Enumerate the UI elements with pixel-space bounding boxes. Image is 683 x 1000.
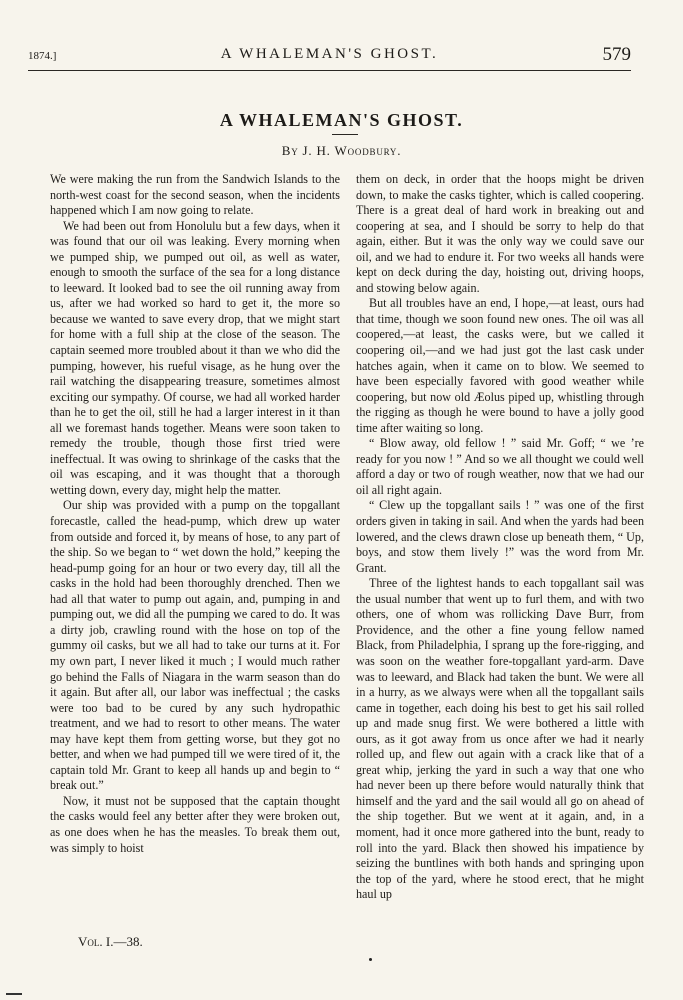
ink-dot	[369, 958, 372, 961]
header-year: 1874.]	[28, 50, 57, 62]
running-head	[28, 44, 631, 68]
paragraph: “ Clew up the topgallant sails ! ” was one of the first orders given in taking in sail. And when the yards had been lowered, and the clews drawn close up beneath them, “ Up, boys, and stow them lively !” was the word from Mr. Grant.	[356, 498, 644, 575]
paragraph: Now, it must not be supposed that the captain thought the casks would feel any better after they were broken out, as one does when he has the measles. To break them out, was simply to hoist	[50, 793, 340, 855]
margin-mark	[6, 993, 22, 995]
paragraph: But all troubles have an end, I hope,—at least, ours had that time, though we soon found new ones. The oil was all coopered,—at least, the casks were, but we called it coopering oil,—and we had just got the last cask under hatches again, when it came on to blow. We seemed to have been especially favored with good weather while coopering, but now old Æolus piped up, whistling through the rigging as though he were bound to have a jolly good time after waiting so long.	[356, 296, 644, 435]
title-rule	[332, 134, 358, 135]
article-title: A WHALEMAN'S GHOST.	[219, 110, 464, 130]
left-column	[50, 172, 340, 856]
paragraph: We were making the run from the Sandwich Islands to the north-west coast for the second season, when the incidents happened which I am now going to relate.	[50, 172, 340, 218]
paragraph: them on deck, in order that the hoops might be driven down, to make the casks tighter, which is called coopering. There is a great deal of hard work in breaking out and coopering at sea, and I should be sorry to help do that again, either. But it was the only way we could save our oil, and we had to endure it. For two weeks all hands were kept on deck during the day, hoisting out, driving hoops, and stowing below again.	[356, 172, 644, 295]
running-title: A WHALEMAN'S GHOST.	[220, 46, 439, 62]
paragraph: Three of the lightest hands to each topgallant sail was the usual number that went up to furl them, and with two others, one of whom was rollicking Dave Burr, from Providence, and the other a fine young fellow named Black, from Philadelphia, I sprang up the fore-rigging, and was soon on the weather fore-topgallant yard-arm. Dave was to leeward, and Black had taken the bunt. We were all in a hurry, as we always were when all the topgallant sails came in together, each doing his best to get his sail rolled up and made snug first. We were bothered a little with ours, as it got away from us once after we had it nearly rolled up, and flew out again with a crack like that of a great whip, jerking the yard in such a way that one who had never been up there before would naturally think that himself and the yard and the sail would all go on ahead of the ship together. But we went at it again, and, in a moment, had it once more gathered into the bunt, ready to roll into the yard. Black then showed his impatience by seizing the buntlines with both hands and springing upon the top of the yard, where he stood erect, that he might haul up	[356, 576, 644, 902]
paragraph: We had been out from Honolulu but a few days, when it was found that our oil was leaking. Every morning when we pumped ship, we pumped out oil, as well as water, enough to smooth the surface of the sea for a long distance to leeward. It looked bad to see the oil running away from us, after we had worked so hard to get it, the more so because we wanted to save every drop, that we might start for home with a full ship at the close of the season. The captain seemed more troubled about it than we who did the pumping, however, his rueful visage, as he hung over the rail watching the disappearing treasure, sometimes almost exciting our sympathy. Of course, we had all worked harder than he to get the oil, still he had a larger interest in it than all we foremast hands together. Means were soon taken to remedy the trouble, though those first tried were ineffectual. It was owing to shrinkage of the casks that the oil was escaping, and it was thought that a thorough wetting down, every day, might help the matter.	[50, 218, 340, 497]
page-number: 579	[602, 44, 631, 65]
paragraph: Our ship was provided with a pump on the topgallant forecastle, called the head-pump, which drew up water from outside and forced it, by means of hose, to any part of the ship. So we began to “ wet down the hold,” keeping the head-pump going for an hour or two every day, till all the casks in the hold had been thoroughly drenched. Then we had all that water to pump out again, and, pumping in and pumping out, we did all the pumping we cared to do. It was a dirty job, crawling round with the hose on top of the gummy oil casks, but we all had to take our turns at it. For my own part, I never liked it much ; I would much rather go behind the Falls of Niagara in the warm season than do it again. But after all, our labor was ineffectual ; the casks were too bad to be cured by any such hydropathic treatment, and we had to resort to other means. The water may have kept them from getting worse, but they got no better, and when we had pumped till we were tired of it, the captain told Mr. Grant to keep all hands up and begin to “ break out.”	[50, 498, 340, 793]
signature-mark: Vol. I.—38.	[78, 934, 143, 949]
header-rule	[28, 70, 631, 71]
paragraph: “ Blow away, old fellow ! ” said Mr. Goff; “ we ’re ready for you now ! ” And so we all thought we could well afford a day or two of rough weather, now that we had our oil all right again.	[356, 436, 644, 497]
right-column	[356, 172, 644, 903]
byline: By J. H. Woodbury.	[281, 143, 402, 158]
